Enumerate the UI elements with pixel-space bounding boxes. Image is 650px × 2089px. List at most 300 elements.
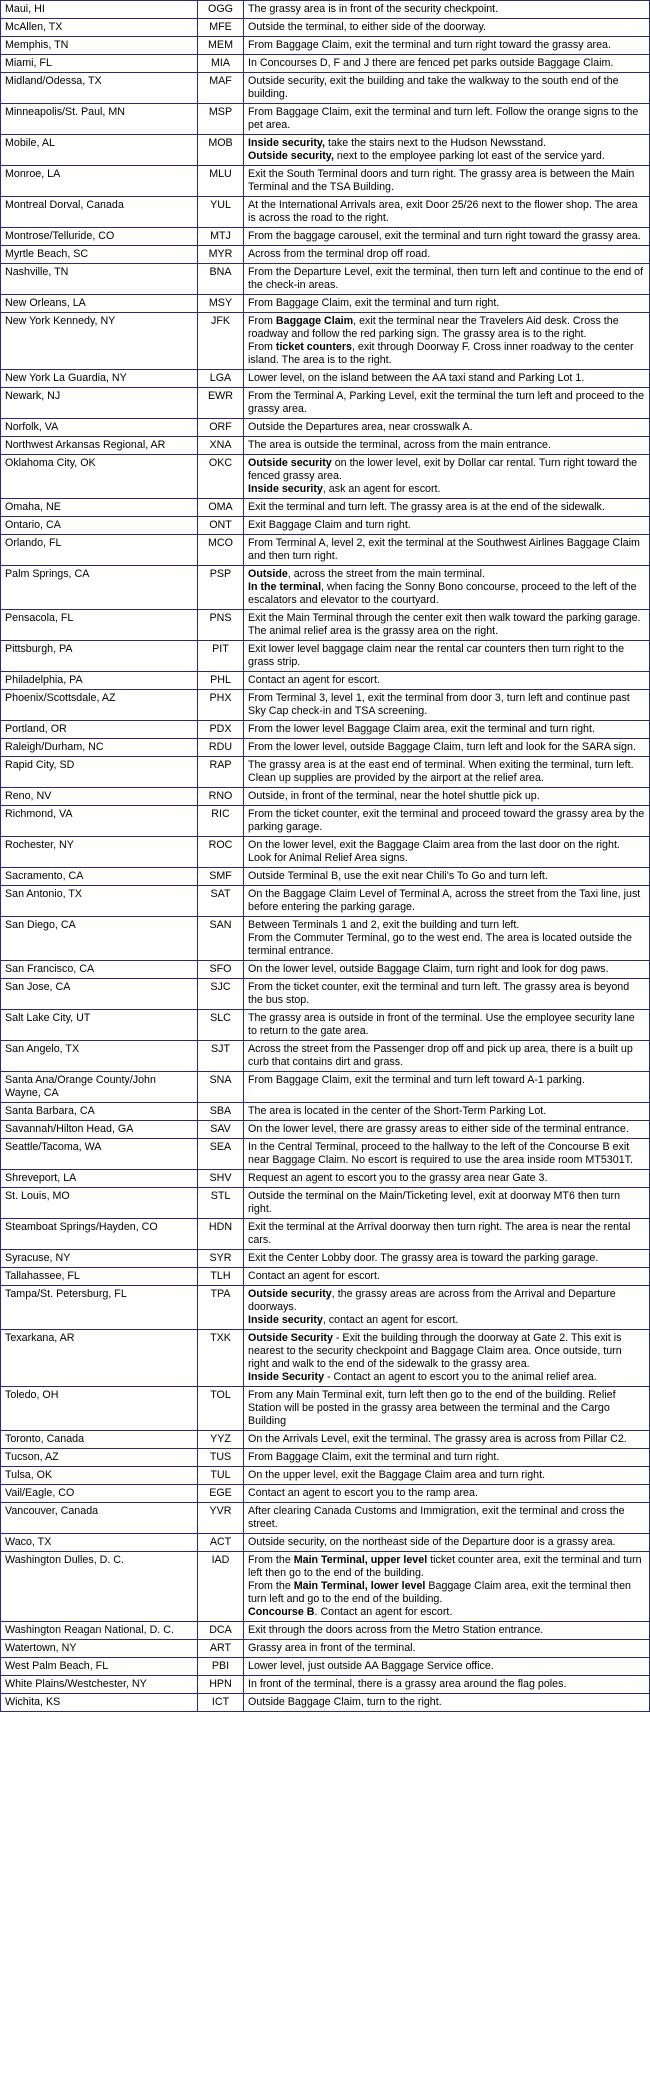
airport-code-cell: TUL	[198, 1467, 244, 1485]
relief-directions-cell	[244, 73, 650, 104]
table-row	[1, 1449, 650, 1467]
relief-directions-cell	[244, 566, 650, 610]
directions-emphasis-text: In the terminal	[248, 581, 322, 593]
relief-directions-cell	[244, 1219, 650, 1250]
relief-directions-cell	[244, 388, 650, 419]
airport-city-cell: Toledo, OH	[1, 1387, 198, 1431]
relief-directions-cell	[244, 197, 650, 228]
airport-code-cell: SJC	[198, 979, 244, 1010]
directions-emphasis-text: Inside security	[248, 1314, 323, 1326]
airport-city-cell: Tucson, AZ	[1, 1449, 198, 1467]
table-row	[1, 1, 650, 19]
airport-city-cell: Richmond, VA	[1, 806, 198, 837]
table-row	[1, 961, 650, 979]
table-row	[1, 1431, 650, 1449]
directions-text: , contact an agent for escort.	[322, 1314, 459, 1326]
directions-text: Contact an agent for escort.	[248, 1270, 380, 1282]
table-row	[1, 1330, 650, 1387]
airport-city-cell: Wichita, KS	[1, 1694, 198, 1712]
relief-directions-cell	[244, 1622, 650, 1640]
directions-text: Exit through the doors across from the Metro Station entrance.	[248, 1624, 544, 1636]
airport-code-cell: YYZ	[198, 1431, 244, 1449]
airport-code-cell: JFK	[198, 313, 244, 370]
airport-city-cell: Montrose/Telluride, CO	[1, 228, 198, 246]
airport-code-cell: TLH	[198, 1268, 244, 1286]
airport-city-cell: Ontario, CA	[1, 517, 198, 535]
relief-directions-cell	[244, 1467, 650, 1485]
airport-code-cell: PSP	[198, 566, 244, 610]
relief-directions-cell	[244, 166, 650, 197]
airport-city-cell: Pittsburgh, PA	[1, 641, 198, 672]
airport-city-cell: Tulsa, OK	[1, 1467, 198, 1485]
directions-text: From Baggage Claim, exit the terminal and turn right toward the grassy area.	[248, 39, 611, 51]
table-row	[1, 672, 650, 690]
relief-directions-cell	[244, 1, 650, 19]
airport-code-cell: ONT	[198, 517, 244, 535]
directions-text: Outside Baggage Claim, turn to the right.	[248, 1696, 442, 1708]
airport-code-cell: SYR	[198, 1250, 244, 1268]
table-row	[1, 1219, 650, 1250]
directions-emphasis-text: Baggage Claim	[275, 315, 354, 327]
relief-directions-cell	[244, 690, 650, 721]
table-row	[1, 535, 650, 566]
relief-directions-cell	[244, 979, 650, 1010]
relief-directions-cell	[244, 1250, 650, 1268]
airport-code-cell: RIC	[198, 806, 244, 837]
airport-code-cell: MTJ	[198, 228, 244, 246]
table-row	[1, 455, 650, 499]
relief-directions-cell	[244, 1010, 650, 1041]
airport-city-cell: Santa Ana/Orange County/John Wayne, CA	[1, 1072, 198, 1103]
table-row	[1, 419, 650, 437]
airport-city-cell: Vancouver, Canada	[1, 1503, 198, 1534]
table-row	[1, 1250, 650, 1268]
directions-text: From Baggage Claim, exit the terminal and turn left toward A-1 parking.	[248, 1074, 585, 1086]
airport-city-cell: Shreveport, LA	[1, 1170, 198, 1188]
table-row	[1, 1010, 650, 1041]
directions-emphasis-text: Inside Security	[248, 1371, 325, 1383]
airport-city-cell: Portland, OR	[1, 721, 198, 739]
directions-text: On the lower level, exit the Baggage Claim area from the last door on the right. Look for Animal Relief Area signs.	[248, 839, 620, 864]
airport-code-cell: PDX	[198, 721, 244, 739]
directions-text: , when facing the Sonny Bono concourse, proceed to the left of the escalators and elevator to the courtyard.	[248, 581, 637, 606]
airport-code-cell: PIT	[198, 641, 244, 672]
table-row	[1, 1485, 650, 1503]
relief-directions-cell	[244, 437, 650, 455]
relief-directions-cell	[244, 806, 650, 837]
airport-code-cell: TOL	[198, 1387, 244, 1431]
relief-directions-cell	[244, 672, 650, 690]
airport-code-cell: IAD	[198, 1552, 244, 1622]
directions-text: on the lower level, exit by Dollar car rental. Turn right toward the fenced grassy area.	[248, 457, 638, 482]
directions-text: Between Terminals 1 and 2, exit the building and turn left.	[248, 919, 520, 931]
airport-code-cell: MEM	[198, 37, 244, 55]
airport-city-cell: Watertown, NY	[1, 1640, 198, 1658]
relief-directions-cell	[244, 1188, 650, 1219]
table-row	[1, 788, 650, 806]
table-row	[1, 135, 650, 166]
directions-text: From Baggage Claim, exit the terminal and turn right.	[248, 297, 500, 309]
directions-text: From the lower level, outside Baggage Claim, turn left and look for the SARA sign.	[248, 741, 636, 753]
airport-city-cell: Miami, FL	[1, 55, 198, 73]
airport-code-cell: RNO	[198, 788, 244, 806]
airport-city-cell: Syracuse, NY	[1, 1250, 198, 1268]
directions-text: From Terminal 3, level 1, exit the terminal from door 3, turn left and continue past Sky Cap check-in and TSA screening.	[248, 692, 630, 717]
table-row	[1, 104, 650, 135]
airport-code-cell: SMF	[198, 868, 244, 886]
relief-directions-cell	[244, 295, 650, 313]
airport-city-cell: Philadelphia, PA	[1, 672, 198, 690]
directions-text: - Exit the building through the doorway at Gate 2. This exit is nearest to the security checkpoint and Baggage Claim area. Once outside, turn right and walk to the end of the sidewalk to the grassy area.	[248, 1332, 622, 1370]
table-row	[1, 641, 650, 672]
airport-code-cell: EGE	[198, 1485, 244, 1503]
relief-directions-cell	[244, 886, 650, 917]
relief-directions-cell	[244, 1485, 650, 1503]
table-row	[1, 388, 650, 419]
directions-text: Exit Baggage Claim and turn right.	[248, 519, 411, 531]
table-row	[1, 690, 650, 721]
airport-city-cell: Raleigh/Durham, NC	[1, 739, 198, 757]
airport-code-cell: MSY	[198, 295, 244, 313]
airport-code-cell: ORF	[198, 419, 244, 437]
relief-directions-cell	[244, 19, 650, 37]
directions-text: Contact an agent for escort.	[248, 674, 380, 686]
relief-directions-cell	[244, 837, 650, 868]
airport-city-cell: Savannah/Hilton Head, GA	[1, 1121, 198, 1139]
relief-directions-cell	[244, 1330, 650, 1387]
table-row	[1, 499, 650, 517]
airport-city-cell: San Jose, CA	[1, 979, 198, 1010]
airport-city-cell: Steamboat Springs/Hayden, CO	[1, 1219, 198, 1250]
directions-text: The grassy area is at the east end of terminal. When exiting the terminal, turn left. Clean up supplies are provided by the airport at the relief area.	[248, 759, 634, 784]
directions-text: In the Central Terminal, proceed to the hallway to the left of the Concourse B exit near Baggage Claim. No escort is required to use the area inside room MT5301T.	[248, 1141, 633, 1166]
airport-code-cell: PHX	[198, 690, 244, 721]
directions-text: Request an agent to escort you to the grassy area near Gate 3.	[248, 1172, 548, 1184]
relief-directions-cell	[244, 1103, 650, 1121]
relief-directions-cell	[244, 1170, 650, 1188]
table-row	[1, 1286, 650, 1330]
directions-text: From	[248, 341, 276, 353]
relief-area-rows	[1, 1, 650, 1712]
table-row	[1, 19, 650, 37]
table-row	[1, 1387, 650, 1431]
airport-city-cell: Nashville, TN	[1, 264, 198, 295]
table-row	[1, 979, 650, 1010]
relief-directions-cell	[244, 1286, 650, 1330]
airport-city-cell: Maui, HI	[1, 1, 198, 19]
airport-code-cell: HDN	[198, 1219, 244, 1250]
airport-city-cell: Norfolk, VA	[1, 419, 198, 437]
directions-text: Grassy area in front of the terminal.	[248, 1642, 416, 1654]
airport-city-cell: West Palm Beach, FL	[1, 1658, 198, 1676]
airport-code-cell: LGA	[198, 370, 244, 388]
airport-city-cell: Seattle/Tacoma, WA	[1, 1139, 198, 1170]
directions-text: . Contact an agent for escort.	[314, 1606, 453, 1618]
airport-code-cell: SLC	[198, 1010, 244, 1041]
airport-code-cell: RDU	[198, 739, 244, 757]
directions-text: On the lower level, outside Baggage Claim, turn right and look for dog paws.	[248, 963, 609, 975]
directions-text: From the	[248, 1554, 294, 1566]
directions-text: The grassy area is outside in front of the terminal. Use the employee security lane to return to the gate area.	[248, 1012, 635, 1037]
airport-city-cell: Salt Lake City, UT	[1, 1010, 198, 1041]
table-row	[1, 739, 650, 757]
directions-text: At the International Arrivals area, exit Door 25/26 next to the flower shop. The area is across the road to the right.	[248, 199, 638, 224]
airport-city-cell: San Francisco, CA	[1, 961, 198, 979]
airport-code-cell: MSP	[198, 104, 244, 135]
airport-code-cell: DCA	[198, 1622, 244, 1640]
directions-text: Lower level, on the island between the AA taxi stand and Parking Lot 1.	[248, 372, 585, 384]
airport-code-cell: STL	[198, 1188, 244, 1219]
table-row	[1, 1188, 650, 1219]
table-row	[1, 295, 650, 313]
airport-city-cell: Tampa/St. Petersburg, FL	[1, 1286, 198, 1330]
airport-code-cell: HPN	[198, 1676, 244, 1694]
directions-text: From the ticket counter, exit the terminal and proceed toward the grassy area by the parking garage.	[248, 808, 645, 833]
directions-emphasis-text: Outside security	[248, 457, 332, 469]
table-row	[1, 197, 650, 228]
table-row	[1, 1072, 650, 1103]
directions-text: The area is outside the terminal, across from the main entrance.	[248, 439, 551, 451]
directions-emphasis-text: Inside security	[248, 483, 323, 495]
directions-emphasis-text: Main Terminal, upper level	[293, 1554, 428, 1566]
directions-text: From Terminal A, level 2, exit the terminal at the Southwest Airlines Baggage Claim and then turn right.	[248, 537, 640, 562]
airport-city-cell: Omaha, NE	[1, 499, 198, 517]
directions-text: Exit the terminal at the Arrival doorway then turn right. The area is near the rental cars.	[248, 1221, 631, 1246]
directions-text: From Baggage Claim, exit the terminal and turn right.	[248, 1451, 500, 1463]
airport-code-cell: PNS	[198, 610, 244, 641]
relief-directions-cell	[244, 1658, 650, 1676]
directions-text: Outside Terminal B, use the exit near Chili's To Go and turn left.	[248, 870, 548, 882]
relief-directions-cell	[244, 961, 650, 979]
airport-city-cell: Washington Reagan National, D. C.	[1, 1622, 198, 1640]
directions-text: On the lower level, there are grassy areas to either side of the terminal entrance.	[248, 1123, 629, 1135]
airport-code-cell: ACT	[198, 1534, 244, 1552]
table-row	[1, 73, 650, 104]
directions-emphasis-text: Outside	[248, 568, 288, 580]
airport-code-cell: MFE	[198, 19, 244, 37]
table-row	[1, 721, 650, 739]
relief-directions-cell	[244, 917, 650, 961]
airport-code-cell: MLU	[198, 166, 244, 197]
airport-city-cell: White Plains/Westchester, NY	[1, 1676, 198, 1694]
airport-code-cell: SEA	[198, 1139, 244, 1170]
airport-city-cell: Rapid City, SD	[1, 757, 198, 788]
table-row	[1, 1103, 650, 1121]
airport-city-cell: Monroe, LA	[1, 166, 198, 197]
relief-directions-cell	[244, 104, 650, 135]
airport-city-cell: St. Louis, MO	[1, 1188, 198, 1219]
relief-directions-cell	[244, 757, 650, 788]
relief-directions-cell	[244, 1268, 650, 1286]
table-row	[1, 1170, 650, 1188]
airport-code-cell: OKC	[198, 455, 244, 499]
relief-directions-cell	[244, 1041, 650, 1072]
airport-city-cell: Santa Barbara, CA	[1, 1103, 198, 1121]
directions-text: Outside the Departures area, near crosswalk A.	[248, 421, 473, 433]
airport-city-cell: Orlando, FL	[1, 535, 198, 566]
table-row	[1, 1041, 650, 1072]
table-row	[1, 868, 650, 886]
table-row	[1, 1139, 650, 1170]
airport-code-cell: SBA	[198, 1103, 244, 1121]
airport-city-cell: Montreal Dorval, Canada	[1, 197, 198, 228]
relief-directions-cell	[244, 739, 650, 757]
directions-emphasis-text: Outside security,	[248, 150, 334, 162]
directions-text: ticket counter area, exit the terminal and turn left then go to the end of the building.	[248, 1554, 642, 1579]
airport-city-cell: Toronto, Canada	[1, 1431, 198, 1449]
table-row	[1, 370, 650, 388]
airport-code-cell: XNA	[198, 437, 244, 455]
table-row	[1, 1534, 650, 1552]
table-row	[1, 313, 650, 370]
directions-text: From the Departure Level, exit the terminal, then turn left and continue to the end of the check-in areas.	[248, 266, 644, 291]
airport-city-cell: Mobile, AL	[1, 135, 198, 166]
table-row	[1, 1121, 650, 1139]
directions-text: Outside security, exit the building and take the walkway to the south end of the building.	[248, 75, 619, 100]
relief-directions-cell	[244, 1552, 650, 1622]
directions-text: Exit the Center Lobby door. The grassy area is toward the parking garage.	[248, 1252, 599, 1264]
relief-directions-cell	[244, 55, 650, 73]
airport-city-cell: Myrtle Beach, SC	[1, 246, 198, 264]
directions-text: , the grassy areas are across from the Arrival and Departure doorways.	[248, 1288, 616, 1313]
relief-directions-cell	[244, 313, 650, 370]
table-row	[1, 246, 650, 264]
table-row	[1, 1503, 650, 1534]
relief-directions-cell	[244, 1676, 650, 1694]
airport-city-cell: Palm Springs, CA	[1, 566, 198, 610]
airport-city-cell: Phoenix/Scottsdale, AZ	[1, 690, 198, 721]
airport-city-cell: Texarkana, AR	[1, 1330, 198, 1387]
directions-text: In Concourses D, F and J there are fenced pet parks outside Baggage Claim.	[248, 57, 614, 69]
table-row	[1, 1640, 650, 1658]
airport-code-cell: SNA	[198, 1072, 244, 1103]
airport-code-cell: MOB	[198, 135, 244, 166]
directions-emphasis-text: Outside Security	[248, 1332, 333, 1344]
directions-text: From	[248, 315, 276, 327]
table-row	[1, 264, 650, 295]
airport-code-cell: PHL	[198, 672, 244, 690]
relief-directions-cell	[244, 370, 650, 388]
relief-directions-cell	[244, 419, 650, 437]
airport-city-cell: Tallahassee, FL	[1, 1268, 198, 1286]
airport-code-cell: OGG	[198, 1, 244, 19]
relief-directions-cell	[244, 1072, 650, 1103]
relief-directions-cell	[244, 535, 650, 566]
table-row	[1, 437, 650, 455]
directions-text: Outside the terminal on the Main/Ticketing level, exit at doorway MT6 then turn right.	[248, 1190, 621, 1215]
table-row	[1, 610, 650, 641]
table-row	[1, 1694, 650, 1712]
relief-directions-cell	[244, 1121, 650, 1139]
table-row	[1, 566, 650, 610]
airport-code-cell: OMA	[198, 499, 244, 517]
directions-text: After clearing Canada Customs and Immigration, exit the terminal and cross the street.	[248, 1505, 625, 1530]
directions-text: The area is located in the center of the Short-Term Parking Lot.	[248, 1105, 547, 1117]
airport-code-cell: SAN	[198, 917, 244, 961]
table-row	[1, 1622, 650, 1640]
airport-city-cell: New York La Guardia, NY	[1, 370, 198, 388]
directions-text: Exit the South Terminal doors and turn right. The grassy area is between the Main Terminal and the TSA Building.	[248, 168, 635, 193]
directions-text: On the Arrivals Level, exit the terminal. The grassy area is across from Pillar C2.	[248, 1433, 627, 1445]
directions-text: Exit lower level baggage claim near the rental car counters then turn right to the grass strip.	[248, 643, 625, 668]
directions-emphasis-text: Inside security,	[248, 137, 326, 149]
airport-city-cell: Waco, TX	[1, 1534, 198, 1552]
directions-text: From the	[248, 1580, 294, 1592]
directions-text: Across from the terminal drop off road.	[248, 248, 431, 260]
directions-emphasis-text: Main Terminal, lower level	[293, 1580, 426, 1592]
relief-directions-cell	[244, 788, 650, 806]
airport-code-cell: ART	[198, 1640, 244, 1658]
directions-text: Baggage Claim area, exit the terminal then turn left and go to the end of the building.	[248, 1580, 631, 1605]
directions-text: From the lower level Baggage Claim area, exit the terminal and turn right.	[248, 723, 595, 735]
relief-directions-cell	[244, 135, 650, 166]
directions-text: Outside the terminal, to either side of the doorway.	[248, 21, 487, 33]
airport-code-cell: TPA	[198, 1286, 244, 1330]
relief-directions-cell	[244, 610, 650, 641]
relief-directions-cell	[244, 641, 650, 672]
airport-code-cell: MIA	[198, 55, 244, 73]
airport-city-cell: Midland/Odessa, TX	[1, 73, 198, 104]
table-row	[1, 1467, 650, 1485]
directions-text: From the ticket counter, exit the terminal and turn left. The grassy area is beyond the bus stop.	[248, 981, 630, 1006]
relief-directions-cell	[244, 37, 650, 55]
table-row	[1, 1658, 650, 1676]
directions-text: From the Terminal A, Parking Level, exit the terminal the turn left and proceed to the grassy area.	[248, 390, 645, 415]
airport-code-cell: SJT	[198, 1041, 244, 1072]
relief-directions-cell	[244, 1387, 650, 1431]
directions-emphasis-text: Concourse B	[248, 1606, 315, 1618]
airport-code-cell: SHV	[198, 1170, 244, 1188]
relief-directions-cell	[244, 721, 650, 739]
relief-directions-cell	[244, 517, 650, 535]
directions-text: From any Main Terminal exit, turn left then go to the end of the building. Relief Station will be posted in the grassy area between the terminal and the Cargo Building	[248, 1389, 616, 1427]
directions-text: On the upper level, exit the Baggage Claim area and turn right.	[248, 1469, 546, 1481]
airport-code-cell: MAF	[198, 73, 244, 104]
airport-city-cell: Sacramento, CA	[1, 868, 198, 886]
airport-city-cell: Vail/Eagle, CO	[1, 1485, 198, 1503]
directions-text: Outside, in front of the terminal, near the hotel shuttle pick up.	[248, 790, 540, 802]
airport-city-cell: San Diego, CA	[1, 917, 198, 961]
relief-directions-cell	[244, 1139, 650, 1170]
airport-city-cell: New Orleans, LA	[1, 295, 198, 313]
airport-code-cell: RAP	[198, 757, 244, 788]
airport-code-cell: YVR	[198, 1503, 244, 1534]
airport-city-cell: San Angelo, TX	[1, 1041, 198, 1072]
directions-text: In front of the terminal, there is a grassy area around the flag poles.	[248, 1678, 567, 1690]
airport-code-cell: EWR	[198, 388, 244, 419]
relief-directions-cell	[244, 1503, 650, 1534]
directions-text: - Contact an agent to escort you to the animal relief area.	[324, 1371, 597, 1383]
relief-directions-cell	[244, 1640, 650, 1658]
airport-city-cell: Newark, NJ	[1, 388, 198, 419]
airport-code-cell: TUS	[198, 1449, 244, 1467]
table-row	[1, 757, 650, 788]
table-row	[1, 837, 650, 868]
relief-directions-cell	[244, 1431, 650, 1449]
airport-city-cell: Oklahoma City, OK	[1, 455, 198, 499]
airport-code-cell: PBI	[198, 1658, 244, 1676]
airport-code-cell: YUL	[198, 197, 244, 228]
directions-text: The grassy area is in front of the security checkpoint.	[248, 3, 499, 15]
airport-code-cell: BNA	[198, 264, 244, 295]
directions-text: Exit the Main Terminal through the center exit then walk toward the parking garage. The animal relief area is the grassy area on the right.	[248, 612, 641, 637]
directions-text: From the baggage carousel, exit the terminal and turn right toward the grassy area.	[248, 230, 641, 242]
table-row	[1, 886, 650, 917]
airport-city-cell: Minneapolis/St. Paul, MN	[1, 104, 198, 135]
directions-text: Lower level, just outside AA Baggage Service office.	[248, 1660, 494, 1672]
airport-code-cell: MCO	[198, 535, 244, 566]
directions-text: , across the street from the main terminal.	[287, 568, 485, 580]
